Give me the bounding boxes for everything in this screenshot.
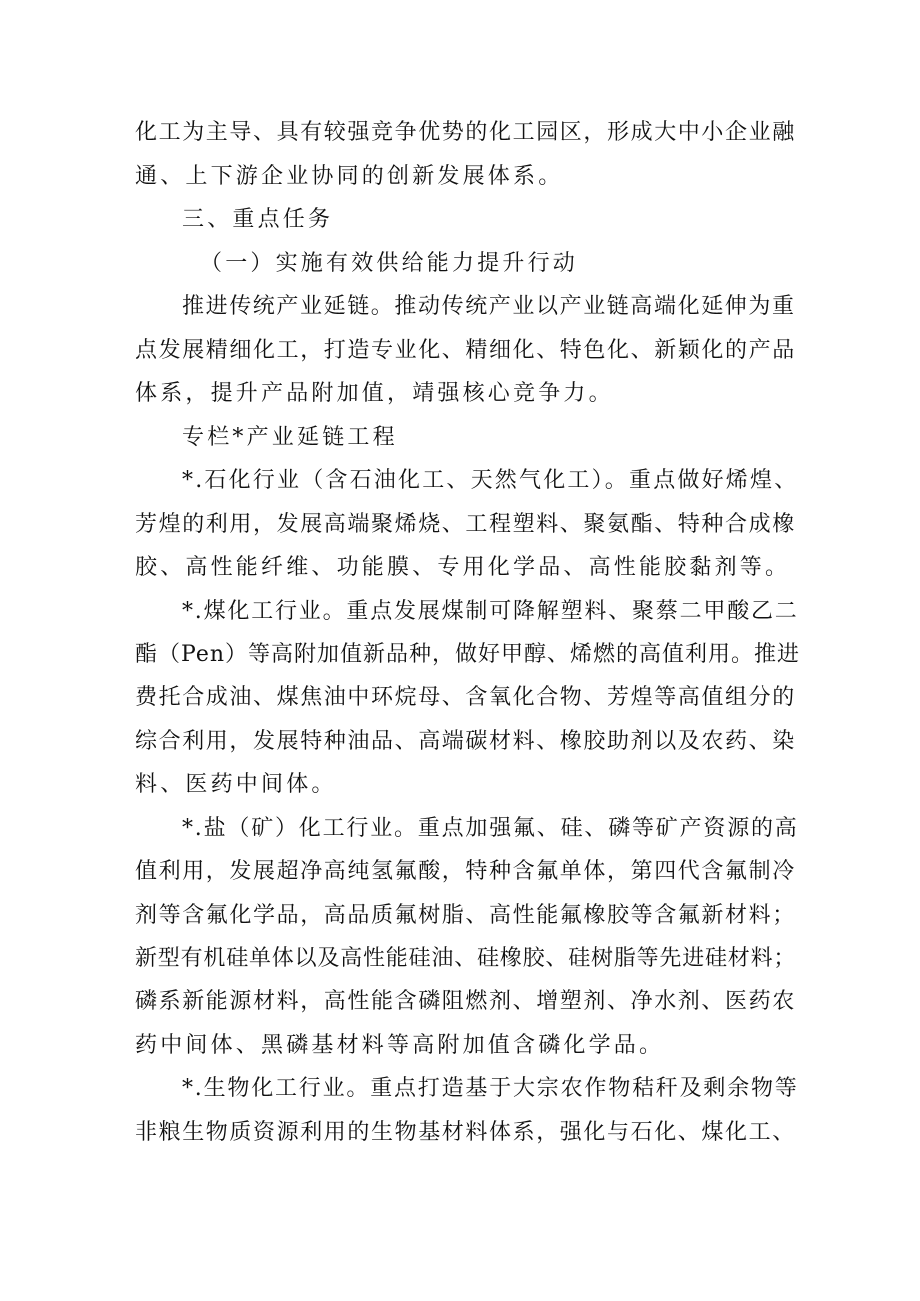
text-line-11: 胶、高性能纤维、功能膜、专用化学品、高性能胶黏剂等。 [135, 555, 791, 580]
text-line-2: 通、上下游企业协同的创新发展体系。 [135, 164, 564, 189]
text-line-16: 料、医药中间体。 [135, 772, 337, 797]
text-line-12: *.煤化工行业。重点发展煤制可降解塑料、聚蔡二甲酸乙二 [182, 599, 799, 624]
text-line-10: 芳煌的利用，发展高端聚烯烧、工程塑料、聚氨酯、特种合成橡 [135, 512, 796, 537]
text-line-18: 值利用，发展超净高纯氢氟酸，特种含氟单体，第四代含氟制冷 [135, 859, 796, 884]
text-line-24: 非粮生物质资源利用的生物基材料体系，强化与石化、煤化工、 [135, 1120, 796, 1145]
text-line-1: 化工为主导、具有较强竞争优势的化工园区，形成大中小企业融 [135, 120, 796, 145]
text-line-5: 推进传统产业延链。推动传统产业以产业链高端化延伸为重 [182, 294, 796, 319]
text-line-9: *.石化行业（含石油化工、天然气化工）。重点做好烯煌、 [182, 468, 799, 493]
text-line-23: *.生物化工行业。重点打造基于大宗农作物秸秆及剩余物等 [182, 1076, 799, 1101]
text-line-15: 综合利用，发展特种油品、高端碳材料、橡胶助剂以及农药、染 [135, 729, 796, 754]
text-line-13: 酯（Pen）等高附加值新品种，做好甲醇、烯燃的高值利用。推进 [135, 642, 801, 667]
text-line-7: 体系，提升产品附加值，靖强核心竞争力。 [135, 381, 614, 406]
column-title: 专栏*产业延链工程 [182, 425, 398, 450]
text-line-14: 费托合成油、煤焦油中环烷母、含氧化合物、芳煌等高值组分的 [135, 685, 796, 710]
text-line-17: *.盐（矿）化工行业。重点加强氟、硅、磷等矿产资源的高 [182, 816, 799, 841]
text-line-22: 药中间体、黑磷基材料等高附加值含磷化学品。 [135, 1033, 665, 1058]
subsection-heading: （一）实施有效供给能力提升行动 [200, 251, 579, 276]
text-line-6: 点发展精细化工，打造专业化、精细化、特色化、新颖化的产品 [135, 338, 796, 363]
section-heading: 三、重点任务 [182, 207, 334, 232]
text-line-21: 磷系新能源材料，高性能含磷阻燃剂、增塑剂、净水剂、医药农 [135, 989, 796, 1014]
text-line-20: 新型有机硅单体以及高性能硅油、硅橡胶、硅树脂等先进硅材料； [135, 946, 797, 971]
text-line-19: 剂等含氟化学品，高品质氟树脂、高性能氟橡胶等含氟新材料； [135, 903, 796, 928]
